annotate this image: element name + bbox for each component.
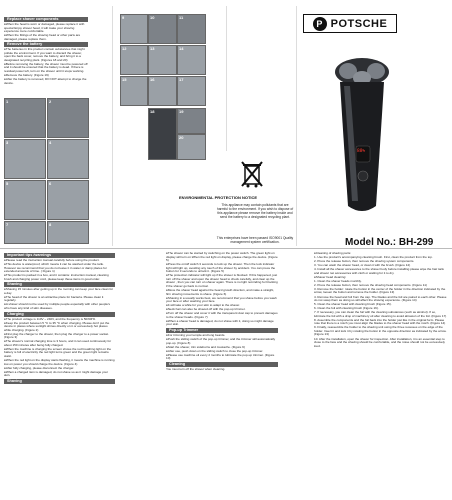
figure-photo [4,180,46,220]
paragraph: ●Neck hair can also be shaved off with the pop-up trimmer. [166,307,246,312]
figure-photo [148,108,177,160]
brand-name: POTSCHE [330,17,388,30]
paragraph: 4. Install all the shaver accessories to the shaver body before installing please wipe the hair tank and shaver net accessories with cloth or waiting for it to dry. [314,267,444,275]
paragraph: ●Shaving 15 minutes after getting up in the morning can keep your face clean for a day. [4,287,114,295]
section-header: Remove the battery [4,42,88,47]
column-3 [314,252,448,349]
paragraph: ●Move the shaver head against the beard growth direction, and make a straight, firm shaving movements to shave. (Figure 6) [166,287,275,296]
figure-photo [47,139,89,179]
figure-number: 6 [49,181,52,186]
section-header: Important tips /warnings [4,253,115,258]
figure-photo [4,221,46,244]
paragraph: ●The shaver can be started by switching on the power switch. The green light on display will turn on.When the red light on display, please charge the device. (Figure 5) [166,251,278,263]
section-header: Shaving [4,282,115,287]
figure-number: 14 [179,46,184,51]
figure-number: 7 [6,222,9,227]
paragraph: ●Please use machine oil every 2 months to lubricate the pop-up trimmer. (Figure 10) [166,352,275,361]
paragraph: 2. Press the release button, then remove the shaving system components. [314,259,415,264]
paragraph: ●Keep the product between 5 °C to 35 °C when charging. Please don't put the device in places where sunlight shines directly on it or excessively hot places while charging. (Figure 2) [4,320,110,332]
section-header: Replace shaver components [4,17,88,22]
fold-line [296,6,297,246]
paragraph: 4. Remove the head and foil from the cap. The blades and the foil are paired to each other. Please do not swap them as doing so will affect the shaving experience. (Figure 14) [314,294,447,303]
paragraph: 1. Clean the shaver heads monthly. [314,278,362,283]
paragraph: ●When the machine is charging the screen shows the red breathing light on the battery is full of electricity the red light turns green and the green light remains static. [4,346,112,359]
fold-line [226,6,227,151]
sheet-divider [0,248,452,249]
paragraph: 8. Assemble the components and the foil back into the holder just like in the original form. Please note that there is a notch you must align the blades to the shaver head with the notch. (Figure 14) [314,317,446,326]
paragraph: ●This product is packed in a box, and it contains: instruction manual, cleaning brush and charging power cord, please keep these items in good order. [4,273,109,281]
paragraph: ●When a shaver head is damaged, do not shave with it, doing so might damage your skin. [166,318,274,327]
paragraph: 3. You can wash the shaver head, or clean it with the brush. (Figure 12) [314,263,411,268]
section-header: Cleaning [166,362,278,367]
paragraph: ●Cleaning of shaving parts: [314,251,352,255]
paragraph: ●Push the sliding switch of the pop-up trimmer, and the trimmer will automatically pop-up. (Figure 8) [166,336,276,345]
fold-line [112,6,113,246]
env-notice-title: ENVIRONMENTAL PROTECTION NOTICE [179,195,258,200]
figure-number: 11 [179,15,184,20]
model-number: Model No.: BH-299 [345,237,434,248]
paragraph: 10. After the installation, open the shaver for inspection. After installation, it is an essential step to close to the face and the shaving should be comfortable, and the noise should not be excessively loud. [314,336,445,348]
figure-number: 20 [179,135,184,140]
figure-number: 3 [6,140,9,145]
figure-number: 17 [179,77,184,82]
paragraph: ●For trimming your temple and long beards. [166,332,226,337]
paragraph: 1. Use the product's accompanying cleaning brush. First, clean the product from the top. [314,255,433,260]
paragraph: ●After fully charging, please disconnect the charger. [4,365,75,370]
paragraph: 5. Clean the shaver head with cleaning brush (Figure 15). [314,302,392,307]
paragraph: You must turn off the shaver when cleaning. [166,366,226,371]
figure-number: 16 [150,77,155,82]
shaver-product-image [334,56,390,216]
column-2 [166,252,278,372]
paragraph: ●When the fittings of the shaving head or other parts are damaged, please replace them. [4,33,81,41]
paragraph: ●The batteries in this product contain substances that might pollute the environment. If you want to discard the shaver, open the back cover, remove the battery, and bring it to a designated recycling plant. (Figures 18 and 20) [4,47,85,62]
paragraph: ●Please read the instruction manual carefully before using the product. [4,258,100,262]
paragraph: ●Press the on/off switch 3 seconds to lock up the shaver. Then the lock indicator light will light up, avoiding any touch of the shaver by accident. You can press the button for 3 seconds to unlock it. (Figure 5) [166,262,276,274]
paragraph: ●First plug the charger to the shaver, then plug the charger to a power socket. (Figure 3) [4,331,109,340]
figure-photo [4,98,46,138]
section-header: Shaving [4,379,115,384]
paragraph: 3. Remove the holder: rotate the button in the center of the holder in the direction indicated by the arrow, loosen the button and remove the holder. (Figure 13) [314,286,446,295]
paragraph: ●The shaver's normal charging time is 3 hours, and it can used continuously for about 150 minutes after being fully charged. [4,339,112,347]
brand-logo [303,14,397,33]
figure-number: 8 [49,222,52,227]
figure-photo [47,98,89,138]
paragraph: 9. Finally, reassemble the holder to the shaving unit using the three recesses on the edge of the holder. Insert it and lock it by rotating the button in the opposite direction as indicated by the arrow. (Figure 13) [314,325,447,337]
figure-number: 19 [179,109,184,114]
figure-number: 9 [122,15,125,20]
replace-components-section [4,16,88,86]
paragraph: ●Shaver head cleaning: [314,274,347,279]
display-readout: 88% [357,149,366,154]
paragraph: ●When a charged item is damaged, do not shave so as it might damage your skin. [4,369,108,378]
paragraph: ●Turn off the shaver and cover it with the transparent dust cap to prevent damages to the shaver heads. (Figure 7) [166,311,278,319]
figure-number: 10 [150,15,155,20]
paragraph: ●Shaving in a usually works best, we recommend that you shave before you wash your face or after washing your face. [166,295,277,304]
figure-photo [4,139,46,179]
paragraph: ●When the red light on the display starts flashing, it means the machine is running low on power you should charge the device. (Figure 4) [4,358,115,366]
paragraph: ●A shaver should not be used by multiple people especially with other people's who have any kind of skin diseases. [4,302,111,311]
paragraph: ●After use, push down on the sliding switch to close the pop-up trimmer. [166,348,264,353]
figure-number: 15 [122,77,127,82]
paragraph: ●The head of the shaver is an attractive place for bacteria. Please clean it regularly. [4,294,104,303]
recycle-bin-icon [240,160,264,188]
section-header: Charging [4,312,115,317]
paragraph: ●Before removing the battery, the shaver must be powered off and it should be ensured that the battery is dead. If there is residual power left, turn on the shaver until it stops working. [4,61,88,74]
figure-photo [47,180,89,220]
paragraph: ●This device is waterproof, which means it can be washed under the tank. However we recommend that you do not leave it in water or damp places for extended amounts of time. ( Figure 1) [4,262,107,274]
figure-number: 4 [49,140,52,145]
paragraph: ●The product voltage is 110V ~ 240V, and the frequency is 50/60Hz. [4,316,97,321]
figure-number: 12 [122,46,127,51]
paragraph: 7. If necessary, you can clean the foil with the cleaning substances (such as alcohol). If so, lubricate the foil with a drop of machinery oil after cleaning to avoid abrasion of the foil. (Figure 17) [314,310,447,318]
paragraph: ●The protection indicator will light up if the shaver is blocked. If this happened, just turn off the shaver and open the shaver head to check carefully, and clear up the shaver , then you can turn on shaver again. There is no light reminding for blocking if the shaver go back to normal. [166,273,278,288]
iso-text: This enterprises have been passed ISO9001 Quality management system certification. [216,236,294,244]
env-notice-text: This appliance may contain pollutants that are harmful to the environment. If you wish to dispose of this appliance please remove the battery inside and send the battery to a designated recycling plant. [216,203,294,219]
section-header: Pop-up Trimmer [166,328,278,333]
figure-number: 13 [150,46,155,51]
figure-number: 18 [150,109,155,114]
paragraph: ●It will take a while for your skin to adapt to the shaver. [166,303,240,308]
column-1 [4,252,115,385]
figure-number: 2 [49,99,52,104]
paragraph: 6. Clean the foil with cleaning brush (Figure 16). [314,306,379,311]
paragraph: ●Start the shaver, trim sideburns and mustache. (Figure 9) [166,344,245,349]
paragraph: ●After the battery is removed, DO NOT attempt to charge the device. [4,77,87,85]
paragraph: 2. Press the release button, then remove the shaving head components. (Figure 11) [314,282,427,287]
figure-number: 5 [6,181,9,186]
figure-number: 1 [6,99,9,104]
paragraph: ●Remove the battery. (Figure 19) [4,73,49,78]
paragraph: ●When the head is worn or damaged, please replace it with special Enjoy shaver head, it will make your shaving experience more comfortable. [4,22,85,34]
figure-photo [47,221,89,244]
brand-mark: P [313,17,327,31]
